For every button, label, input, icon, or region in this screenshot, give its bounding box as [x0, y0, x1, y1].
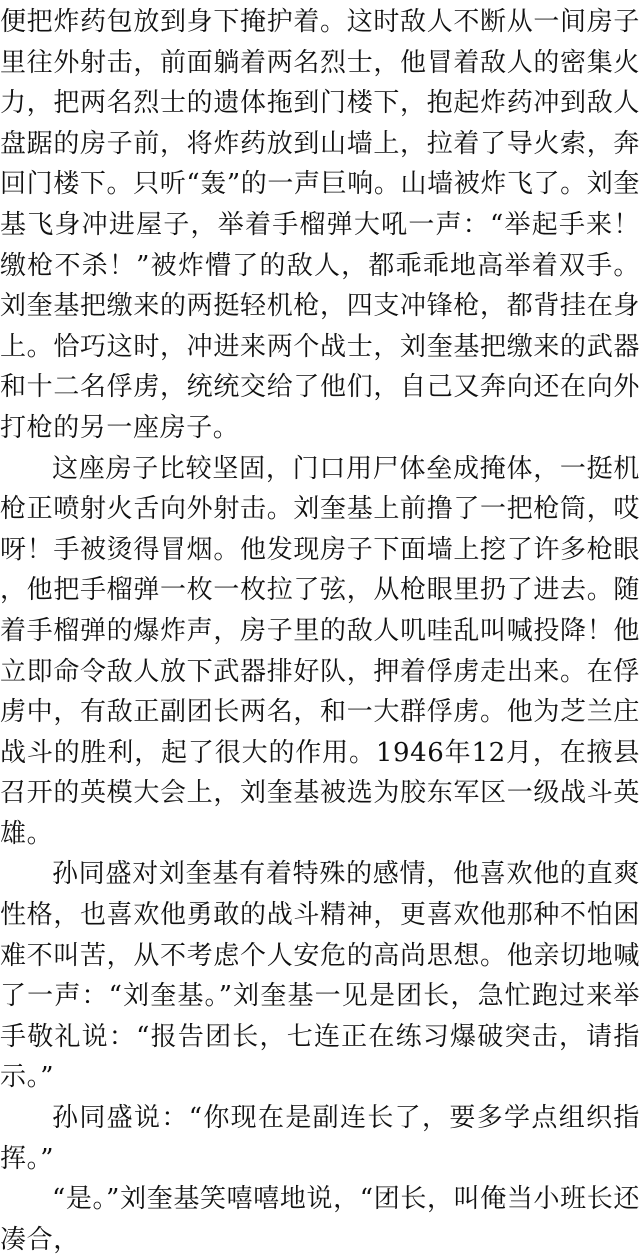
paragraph-5: “是。”刘奎基笑嘻嘻地说，“团长，叫俺当小班长还凑合，: [0, 1184, 640, 1255]
paragraph-1: 便把炸药包放到身下掩护着。这时敌人不断从一间房子里往外射击，前面躺着两名烈士，他冒着敌人的密集火力，把两名烈士的遗体拖到门楼下，抱起炸药冲到敌人盘踞的房子前，将炸药放到山墙上，拉着了导火索，奔回门楼下。只听“轰”的一声巨响。山墙被炸飞了。刘奎基飞身冲进屋子，举着手榴弹大吼一声：“举起手来！缴枪不杀！”被炸懵了的敌人，都乖乖地高举着双手。刘奎基把缴来的两挺轻机枪，四支冲锋枪，都背挂在身上。恰巧这时，冲进来两个战士，刘奎基把缴来的武器和十二名俘虏，统统交给了他们，自己又奔向还在向外打枪的另一座房子。: [0, 7, 640, 443]
paragraph-2: 这座房子比较坚固，门口用尸体垒成掩体，一挺机枪正喷射火舌向外射击。刘奎基上前撸了一把枪筒，哎呀！手被烫得冒烟。他发现房子下面墙上挖了许多枪眼，他把手榴弹一枚一枚拉了弦，从枪眼里扔了进去。随着手榴弹的爆炸声，房子里的敌人叽哇乱叫喊投降！他立即命令敌人放下武器排好队，押着俘虏走出来。在俘虏中，有敌正副团长两名，和一大群俘虏。他为芝兰庄战斗的胜利，起了很大的作用。1946年12月，在掖县召开的英模大会上，刘奎基被选为胶东军区一级战斗英雄。: [0, 453, 640, 849]
paragraph-3: 孙同盛对刘奎基有着特殊的感情，他喜欢他的直爽性格，也喜欢他勇敢的战斗精神，更喜欢他那种不怕困难不叫苦，从不考虑个人安危的高尚思想。他亲切地喊了一声：“刘奎基。”刘奎基一见是团长，急忙跑过来举手敬礼说：“报告团长，七连正在练习爆破突击，请指示。”: [0, 859, 640, 1093]
body-text: [0, 2, 640, 1260]
paragraph-4: 孙同盛说：“你现在是副连长了，要多学点组织指挥。”: [0, 1103, 640, 1174]
